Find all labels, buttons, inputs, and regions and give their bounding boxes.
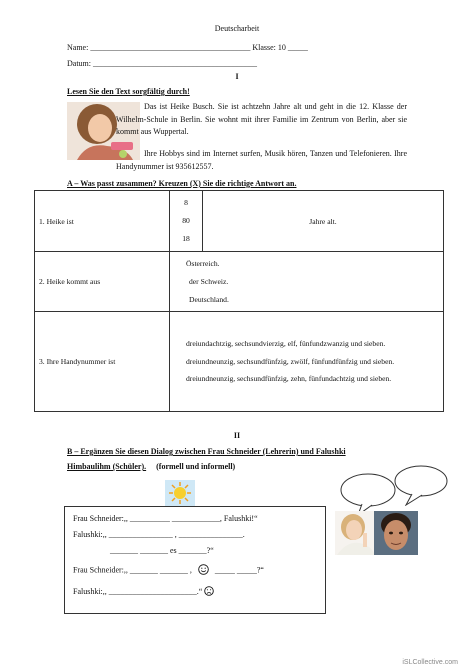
- answer-option[interactable]: Deutschland.: [189, 294, 229, 304]
- phone-options-cell: [170, 312, 444, 412]
- answer-option[interactable]: dreiundneunzig, sechsundfünfzig, zehn, fünfundachtzig und sieben.: [186, 374, 392, 384]
- exercise-b-heading-line1: B – Ergänzen Sie diesen Dialog zwischen Frau Schneider (Lehrerin) und Falushki: [67, 447, 346, 456]
- section-numeral-1: I: [235, 72, 239, 81]
- section-numeral-2: II: [233, 431, 241, 440]
- speech-bubble-icon: [338, 472, 398, 516]
- smiley-sad-icon: [204, 586, 214, 598]
- name-class-line: Name: ________________________________________ Klasse: 10 _____: [67, 43, 308, 52]
- reading-paragraph-2: Ihre Hobbys sind im Internet surfen, Musik hören, Tanzen und Telefonieren. Ihre Handynummer ist 935612557.: [116, 149, 407, 171]
- speech-bubble-icon: [392, 464, 450, 506]
- dialog-line-5-text: Falushki:,, ______________________.“: [73, 586, 203, 596]
- dialog-line-3[interactable]: _______ _______ es _______?“: [110, 546, 214, 555]
- table-row: [35, 191, 444, 252]
- row-prompt: 2. Heike kommt aus: [35, 252, 170, 312]
- smiley-happy-icon: [198, 564, 209, 577]
- answer-option[interactable]: dreiundneunzig, sechsundfünfzig, zwölf, fünfundfünfzig und sieben.: [186, 356, 395, 366]
- dialog-line-4-rest: _____ _____?“: [214, 565, 264, 575]
- exercise-a-table: [34, 190, 444, 412]
- answer-option[interactable]: 80: [182, 216, 190, 225]
- dialog-line-2[interactable]: Falushki:,, ________________ , ________________.: [73, 530, 245, 539]
- exercise-b-heading-name: Himbaulihm (Schüler).: [67, 462, 147, 471]
- reading-instruction: Lesen Sie den Text sorgfältig durch!: [67, 87, 190, 96]
- dialog-line-5[interactable]: [73, 586, 214, 598]
- table-row: [35, 252, 444, 312]
- document-title: Deutscharbeit: [214, 24, 260, 33]
- date-line: Datum: _________________________________________: [67, 59, 257, 68]
- dialog-line-4[interactable]: [73, 564, 264, 577]
- row-prompt: 1. Heike ist: [35, 191, 170, 252]
- answer-option[interactable]: dreiundachtzig, sechsundvierzig, elf, fünfundzwanzig und sieben.: [186, 339, 386, 349]
- watermark-footer: iSLCollective.com: [402, 659, 458, 666]
- origin-options-cell: [170, 252, 444, 312]
- dialog-line-4-text: Frau Schneider:,, _______ _______ ,: [73, 565, 194, 575]
- row-prompt: 3. Ihre Handynummer ist: [35, 312, 170, 412]
- age-suffix: Jahre alt.: [203, 191, 444, 252]
- exercise-b-heading-line2: [67, 462, 235, 471]
- answer-option[interactable]: Österreich.: [186, 258, 220, 268]
- dialog-line-1[interactable]: Frau Schneider:,, __________ ____________, Falushki!“: [73, 514, 258, 523]
- exercise-a-heading: A – Was passt zusammen? Kreuzen (X) Sie die richtige Antwort an.: [67, 179, 297, 188]
- student-photo: [374, 511, 418, 555]
- answer-option[interactable]: 8: [184, 198, 188, 207]
- age-options-cell: [170, 191, 203, 252]
- answer-option[interactable]: 18: [182, 234, 190, 243]
- exercise-b-heading-note: (formell und informell): [156, 462, 236, 471]
- table-row: [35, 312, 444, 412]
- answer-option[interactable]: der Schweiz.: [189, 276, 229, 286]
- reading-paragraph-1: Das ist Heike Busch. Sie ist achtzehn Jahre alt und geht in die 12. Klasse der Wilhelm-Schule in Berlin. Sie wohnt mit ihrer Familie im Zentrum von Berlin, aber sie kommt aus Wuppertal.: [116, 102, 407, 137]
- sun-clipart-icon: [165, 480, 195, 506]
- teacher-photo: [335, 511, 377, 555]
